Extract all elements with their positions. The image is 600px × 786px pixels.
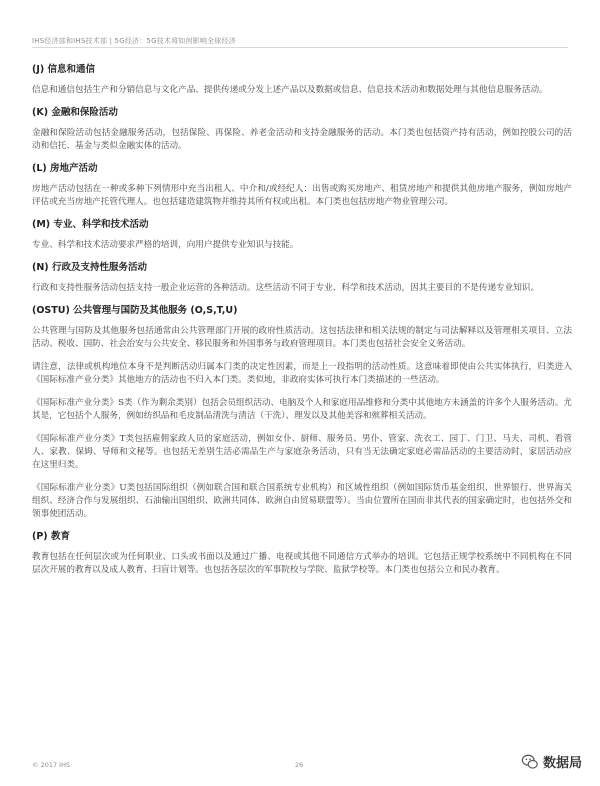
section-n	[32, 262, 572, 295]
section-k	[32, 107, 572, 153]
section-p	[32, 531, 572, 577]
section-paragraph: 公共管理与国防及其他服务包括通常由公共管理部门开展的政府性质活动。这包括法律和相关法规的制定与司法解释以及管理相关项目、立法活动、税收、国防、社会治安与公共安全、移民服务和外国事务与政府管理项目。本门类也包括社会安全义务活动。	[32, 326, 572, 349]
section-heading: (P) 教育	[32, 531, 70, 542]
wechat-account-icon	[521, 753, 539, 771]
section-heading: (J) 信息和通信	[32, 64, 96, 75]
page-number: 26	[295, 761, 304, 769]
section-paragraph: 《国际标准产业分类》S类（作为剩余类别）包括会员组织活动、电脑及个人和家庭用品维修和分类中其他地方未涵盖的许多个人服务活动。尤其是，它包括个人服务，例如纺织品和毛皮制品清洗与清洁（干洗）、理发以及其他美容和殡葬相关活动。	[32, 398, 572, 421]
section-paragraph: 教育包括在任何层次或为任何职业、口头或书面以及通过广播、电视或其他不同通信方式举办的培训。它包括正规学校系统中不同机构在不同层次开展的教育以及成人教育、扫盲计划等。也包括各层次的军事院校与学院、监狱学校等。本门类也包括公立和民办教育。	[32, 552, 572, 575]
watermark-text: 数据局	[542, 756, 582, 771]
section-heading: (N) 行政及支持性服务活动	[32, 262, 147, 273]
section-paragraph: 《国际标准产业分类》T类包括雇佣家政人员的家庭活动，例如女仆、厨师、服务员、男仆、管家、洗衣工、园丁、门卫、马夫、司机、看管人、家教、保姆、导师和文秘等。也包括无差别生活必需品生产与家庭杂务活动，只有当无法确定家庭必需品活动的主要活动时，家居活动应在这里归类。	[32, 434, 572, 470]
section-paragraph: 请注意，法律或机构地位本身不是判断活动归属本门类的决定性因素，而是上一段指明的活动性质。这意味着即使由公共实体执行，归类进入《国际标准产业分类》其他地方的活动也不归入本门类。类似地，非政府实体可执行本门类描述的一些活动。	[32, 362, 572, 385]
section-l	[32, 163, 572, 209]
section-paragraph: 《国际标准产业分类》U类包括国际组织（例如联合国和联合国系统专业机构）和区域性组织（例如国际货币基金组织、世界银行、世界海关组织、经济合作与发展组织、石油输出国组织、欧洲共同体、欧洲自由贸易联盟等）。当由位置所在国而非其代表的国家确定时，也包括外交和领事使团活动。	[32, 483, 572, 519]
section-j	[32, 64, 572, 97]
section-paragraph: 金融和保险活动包括金融服务活动，包括保险、再保险、养老金活动和支持金融服务的活动。本门类也包括资产持有活动，例如控股公司的活动和信托、基金与类似金融实体的活动。	[32, 128, 572, 151]
page-header: IHS经济部和IHS技术部 | 5G经济：5G技术将如何影响全球经济	[32, 37, 236, 45]
header-divider	[32, 47, 568, 48]
document-body	[32, 64, 572, 587]
section-paragraph: 行政和支持性服务活动包括支持一般企业运营的各种活动。这些活动不同于专业、科学和技术活动，因其主要目的不是传递专业知识。	[32, 283, 540, 293]
section-heading: (L) 房地产活动	[32, 163, 98, 174]
section-paragraph: 专业、科学和技术活动要求严格的培训，向用户提供专业知识与技能。	[32, 240, 299, 250]
section-heading: (K) 金融和保险活动	[32, 107, 118, 118]
footer-copyright: © 2017 IHS	[32, 761, 71, 769]
section-heading: (M) 专业、科学和技术活动	[32, 219, 149, 230]
section-ostu	[32, 305, 572, 521]
section-paragraph: 房地产活动包括在一种或多种下列情形中充当出租人、中介和/或经纪人：出售或购买房地产、租赁房地产和提供其他房地产服务，例如房地产评估或充当房地产托管代理人。也包括建造建筑物并维持其所有权或出租。本门类也包括房地产物业管理公司。	[32, 184, 572, 207]
watermark	[521, 752, 582, 771]
section-heading: (OSTU) 公共管理与国防及其他服务 (O,S,T,U)	[32, 305, 238, 316]
section-m	[32, 219, 572, 252]
section-paragraph: 信息和通信包括生产和分销信息与文化产品、提供传递或分发上述产品以及数据或信息、信息技术活动和数据处理与其他信息服务活动。	[32, 85, 548, 95]
